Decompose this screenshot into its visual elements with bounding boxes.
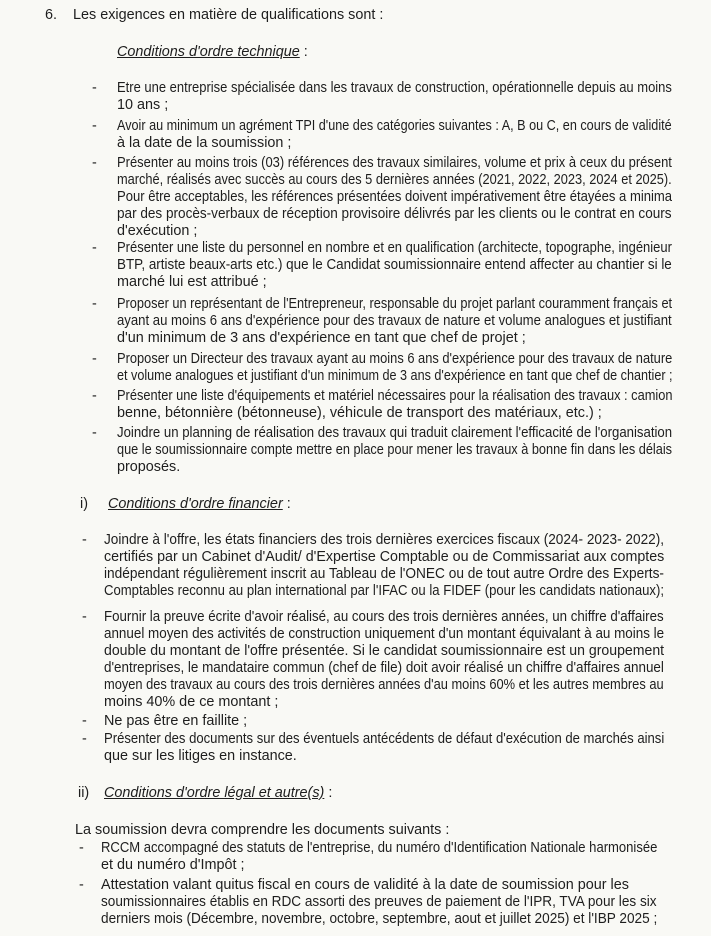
list-item-line: moyen des travaux au cours des trois dernières années d'au moins 60% et les autres membres au — [104, 677, 664, 693]
list-item — [117, 240, 672, 291]
list-item — [104, 731, 664, 765]
list-item-line: Etre une entreprise spécialisée dans les travaux de construction, opérationnelle depuis au moins — [117, 80, 672, 96]
list-bullet: - — [79, 840, 84, 856]
list-item-line: BTP, artiste beaux-arts etc.) que le Candidat soumissionnaire entend affecter au chantier si le — [117, 257, 672, 273]
financial-conditions-title — [108, 496, 291, 513]
list-bullet: - — [92, 296, 97, 312]
list-item-line: marché lui est attribué ; — [117, 274, 267, 290]
list-item — [117, 425, 672, 476]
list-item-line: et volume analogues et justifiant d'un minimum de 3 ans d'expérience en tant que chef de chantier ; — [117, 368, 673, 384]
list-item — [117, 80, 672, 114]
list-item-line: moins 40% de ce montant ; — [104, 694, 279, 710]
list-item-line: 10 ans ; — [117, 97, 169, 113]
list-item-line: Proposer un représentant de l'Entrepreneur, responsable du projet parlant couramment français et — [117, 296, 673, 312]
legal-title-text: Conditions d'ordre légal et autre(s) — [104, 785, 325, 801]
list-item-line: Présenter des documents sur des éventuels antécédents de défaut d'exécution de marchés ainsi — [104, 731, 665, 747]
list-item-line: RCCM accompagné des statuts de l'entreprise, du numéro d'Identification Nationale harmonisée — [101, 840, 658, 856]
list-item-line: soumissionnaires établis en RDC assorti des preuves de paiement de l'IPR, TVA pour les six — [101, 894, 657, 910]
legal-intro: La soumission devra comprendre les documents suivants : — [75, 822, 450, 838]
list-item — [117, 296, 672, 347]
list-bullet: - — [92, 155, 97, 171]
list-bullet: - — [92, 80, 97, 96]
list-item — [117, 118, 672, 152]
list-item-line: à la date de la soumission ; — [117, 135, 292, 151]
list-item-line: Présenter au moins trois (03) références des travaux similaires, volume et prix à ceux du présent — [117, 155, 672, 171]
list-bullet: - — [92, 240, 97, 256]
list-item — [101, 840, 657, 874]
list-item-line: ayant au moins 6 ans d'expérience pour des travaux de nature et volume analogues et justifiant — [117, 313, 672, 329]
list-item — [104, 532, 664, 600]
list-item-line: Attestation valant quitus fiscal en cours de validité à la date de soumission pour les — [101, 877, 629, 893]
list-item-line: indépendant régulièrement inscrit au Tableau de l'ONEC ou de tout autre Ordre des Experts- — [104, 566, 664, 582]
list-item-line: d'un minimum de 3 ans d'expérience en tant que chef de projet ; — [117, 330, 526, 346]
list-item-line: par des procès-verbaux de réception provisoire délivrés par les clients ou le contrat en cours — [117, 206, 672, 222]
list-item-line: Avoir au minimum un agrément TPI d'une des catégories suivantes : A, B ou C, en cours de validité — [117, 118, 672, 134]
list-item-line: Proposer un Directeur des travaux ayant au moins 6 ans d'expérience pour des travaux de nature — [117, 351, 673, 367]
technical-title-suffix: : — [299, 44, 308, 60]
list-item — [117, 351, 672, 385]
list-bullet: - — [92, 351, 97, 367]
list-bullet: - — [92, 388, 97, 404]
list-item-line: Présenter une liste du personnel en nombre et en qualification (architecte, topographe, ingénieur — [117, 240, 672, 256]
legal-title-suffix: : — [324, 785, 333, 801]
legal-conditions-title — [104, 785, 332, 802]
list-item — [104, 713, 664, 730]
section-heading: Les exigences en matière de qualifications sont : — [73, 7, 384, 23]
list-item — [104, 609, 664, 711]
list-item-line: que le soumissionnaire compte mettre en place pour mener les travaux à bonne fin dans les délais — [117, 442, 673, 458]
technical-conditions-title — [117, 44, 308, 61]
technical-title-text: Conditions d'ordre technique — [117, 44, 300, 60]
list-item-line: que sur les litiges en instance. — [104, 748, 297, 764]
list-item-line: Fournir la preuve écrite d'avoir réalisé, au cours des trois dernières années, un chiffre d'affaires — [104, 609, 664, 625]
list-bullet: - — [82, 713, 87, 729]
list-item — [117, 388, 672, 422]
list-item-line: Comptables reconnu au plan international par l'IFAC ou la FIDEF (pour les candidats nationaux); — [104, 583, 664, 599]
financial-marker: i) — [80, 496, 88, 512]
list-item-line: d'exécution ; — [117, 223, 198, 239]
list-bullet: - — [92, 118, 97, 134]
financial-title-suffix: : — [282, 496, 291, 512]
list-bullet: - — [92, 425, 97, 441]
list-item-line: et du numéro d'Impôt ; — [101, 857, 245, 873]
financial-title-text: Conditions d'ordre financier — [108, 496, 283, 512]
list-bullet: - — [82, 532, 87, 548]
list-item-line: d'entreprises, le mandataire commun (chef de file) doit avoir réalisé un chiffre d'affaires annuel — [104, 660, 664, 676]
list-item-line: marché, réalisés avec succès au cours des 5 dernières années (2021, 2022, 2023, 2024 et 2025). — [117, 172, 672, 188]
list-item-line: Présenter une liste d'équipements et matériel nécessaires pour la réalisation des travaux : camion — [117, 388, 673, 404]
list-item-line: certifiés par un Cabinet d'Audit/ d'Expertise Comptable ou de Commissariat aux comptes — [104, 549, 665, 565]
list-bullet: - — [79, 877, 84, 893]
list-bullet: - — [82, 609, 87, 625]
list-item-line: proposés. — [117, 459, 181, 475]
list-item-line: Joindre à l'offre, les états financiers des trois dernières exercices fiscaux (2024- 2023- 2022), — [104, 532, 665, 548]
list-item-line: derniers mois (Décembre, novembre, octobre, septembre, aout et juillet 2025) et l'IBP 2025 ; — [101, 911, 658, 927]
list-item — [117, 155, 672, 240]
list-item-line: annuel moyen des activités de construction uniquement d'un montant équivalant à au moins le — [104, 626, 665, 642]
legal-marker: ii) — [78, 785, 90, 801]
list-item-line: Joindre un planning de réalisation des travaux qui traduit clairement l'efficacité de l'organisation — [117, 425, 673, 441]
list-item-line: benne, bétonnière (bétonneuse), véhicule de transport des matériaux, etc.) ; — [117, 405, 602, 421]
section-number: 6. — [45, 7, 58, 23]
list-item-line: Pour être acceptables, les références présentées doivent impérativement être étayées a minima — [117, 189, 673, 205]
list-item-line: Ne pas être en faillite ; — [104, 713, 248, 729]
list-item — [101, 877, 657, 928]
list-item-line: double du montant de l'offre présentée. Si le candidat soumissionnaire est un groupement — [104, 643, 665, 659]
list-bullet: - — [82, 731, 87, 747]
